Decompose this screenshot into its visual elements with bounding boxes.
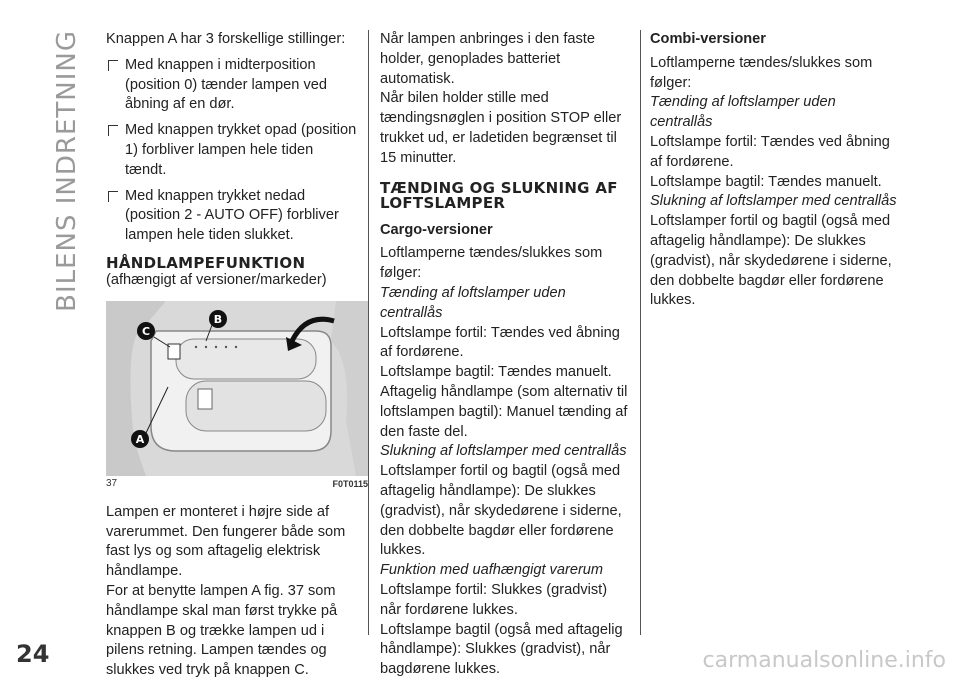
- paragraph: Loftslampe bagtil (også med aftagelig håndlampe): Slukkes (gradvist), når bagdørene lukkes.: [380, 621, 623, 678]
- list-item-text: Med knappen trykket opad (position 1) forbliver lampen hele tiden tændt.: [125, 122, 357, 178]
- paragraph: Loftlamperne tændes/slukkes som følger:: [380, 245, 603, 282]
- paragraph: Loftslampe bagtil: Tændes manuelt.: [650, 173, 882, 190]
- paragraph: Når bilen holder stille med tændingsnøglen i position STOP eller trukket ud, er ladetiden begrænset til 15 minutter.: [380, 90, 622, 166]
- column-1: [106, 30, 368, 681]
- figure-code: F0T0115: [332, 478, 368, 489]
- column-3: [650, 30, 900, 311]
- section-heading: TÆNDING OG SLUKNING AF LOFTSLAMPER: [380, 178, 618, 212]
- lamp-illustration-icon: [106, 301, 368, 476]
- italic-title: Slukning af loftslamper med centrallås: [380, 443, 627, 460]
- figure-label-a: A: [135, 432, 145, 446]
- list-item-text: Med knappen i midterposition (position 0) tænder lampen ved åbning af en dør.: [125, 56, 327, 113]
- paragraph: Loftslampe fortil: Tændes ved åbning af fordørene.: [380, 324, 620, 361]
- italic-title: Funktion med uafhængigt varerum: [380, 562, 604, 579]
- section-heading: HÅNDLAMPEFUNKTION: [106, 253, 306, 272]
- figure-lamp-illustration: [106, 301, 368, 476]
- column-divider: [368, 30, 369, 635]
- figure-label-b: B: [213, 312, 223, 326]
- bullet-icon: [108, 60, 118, 71]
- figure-number: 37: [106, 477, 118, 489]
- column-2: [380, 30, 632, 680]
- intro-text: Knappen A har 3 forskellige stillinger:: [106, 31, 346, 47]
- bullet-icon: [108, 125, 118, 136]
- list-item: [106, 187, 358, 246]
- paragraph: Loftlamperne tændes/slukkes som følger:: [650, 54, 873, 91]
- figure-caption: [106, 477, 368, 491]
- column-divider: [640, 30, 641, 635]
- paragraph: Loftslamper fortil og bagtil (også med aftagelig håndlampe): De slukkes (gradvist), når skydedørene i siderne, den dobbelte bagdør eller fordørene lukkes.: [380, 463, 622, 559]
- page-number: 24: [16, 640, 50, 668]
- list-item: [106, 56, 358, 115]
- subheading: Cargo-versioner: [380, 221, 493, 238]
- list-item-text: Med knappen trykket nedad (position 2 - AUTO OFF) forbliver lampen hele tiden slukket.: [125, 187, 339, 244]
- figure-label-c: C: [141, 324, 151, 338]
- paragraph: For at benytte lampen A fig. 37 som håndlampe skal man først trykke på knappen B og trække lampen ud i pilens retning. Lampen tændes og slukkes ved tryk på knappen C.: [106, 582, 338, 679]
- subheading: Combi-versioner: [650, 31, 766, 47]
- paragraph: Loftslampe bagtil: Tændes manuelt.: [380, 364, 612, 381]
- paragraph: Lampen er monteret i højre side af varerummet. Den fungerer både som fast lys og som aftagelig elektrisk håndlampe.: [106, 503, 346, 580]
- paragraph: Aftagelig håndlampe (som alternativ til loftslampen bagtil): Manuel tænding af den faste del.: [380, 383, 628, 440]
- italic-title: Tænding af loftslamper uden centrallås: [380, 284, 566, 321]
- italic-title: Tænding af loftslamper uden centrallås: [650, 94, 836, 131]
- paragraph: Loftslampe fortil: Tændes ved åbning af fordørene.: [650, 133, 890, 170]
- paragraph: Loftslampe fortil: Slukkes (gradvist) når fordørene lukkes.: [380, 581, 608, 618]
- italic-title: Slukning af loftslamper med centrallås: [650, 193, 897, 210]
- section-title: BILENS INDRETNING: [52, 30, 82, 312]
- section-subheading: (afhængigt af versioner/markeder): [106, 271, 327, 288]
- paragraph: Loftslamper fortil og bagtil (også med aftagelig håndlampe): De slukkes (gradvist), når skydedørene i siderne, den dobbelte bagdør eller fordørene lukkes.: [650, 213, 892, 309]
- watermark: carmanualsonline.info: [702, 648, 946, 673]
- bullet-icon: [108, 191, 118, 202]
- list-item: [106, 121, 358, 180]
- paragraph: Når lampen anbringes i den faste holder, genoplades batteriet automatisk.: [380, 31, 595, 87]
